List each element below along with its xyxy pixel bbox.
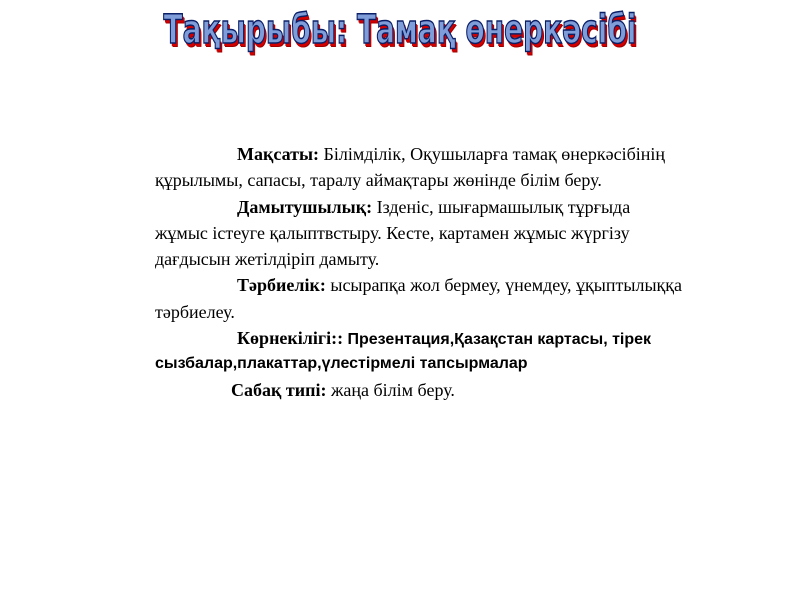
objective-label-kornekiligi: Көрнекілігі:: bbox=[237, 328, 344, 349]
objective-paragraph-tarbielik bbox=[155, 272, 685, 325]
objective-paragraph-damytushylyq bbox=[155, 194, 685, 273]
objective-label-tarbielik: Тәрбиелік: bbox=[237, 275, 326, 296]
objective-paragraph-maqsaty bbox=[155, 141, 685, 194]
slide-title: Тақырыбы: Тамақ өнеркәсібі bbox=[163, 7, 637, 53]
objective-text-sabaq-tipi: жаңа білім беру. bbox=[326, 380, 455, 401]
objective-text-maqsaty: Білімділік, Оқушыларға тамақ өнеркәсібінің құрылымы, сапасы, таралу аймақтары жөнінде білім беру. bbox=[155, 144, 665, 191]
objective-label-sabaq-tipi: Сабақ типі: bbox=[231, 380, 327, 401]
objective-text-tarbielik: ысырапқа жол бермеу, үнемдеу, ұқыптылыққа тәрбиелеу. bbox=[155, 275, 683, 322]
objective-text-kornekiligi: Презентация,Қазақстан картасы, тірек сызбалар,плакаттар,үлестірмелі тапсырмалар bbox=[155, 331, 652, 373]
objective-paragraph-kornekiligi bbox=[155, 325, 685, 377]
objective-label-maqsaty: Мақсаты: bbox=[237, 144, 319, 164]
lesson-objectives bbox=[155, 141, 685, 403]
objective-text-damytushylyq: Ізденіс, шығармашылық тұрғыда жұмыс істеуге қалыптвстыру. Кесте, картамен жұмыс жүргізу дағдысын жетілдіріп дамыту. bbox=[155, 196, 631, 270]
objective-paragraph-sabaq-tipi bbox=[155, 377, 685, 403]
objective-label-damytushylyq: Дамытушылық: bbox=[237, 196, 373, 217]
